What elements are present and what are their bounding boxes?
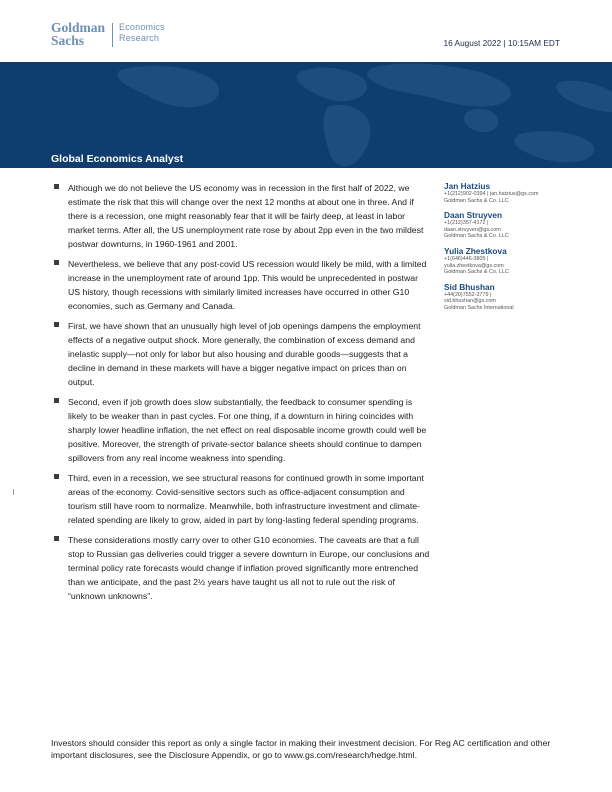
author-card bbox=[444, 210, 574, 240]
author-name: Yulia Zhestkova bbox=[444, 245, 507, 256]
author-firm: Goldman Sachs & Co. LLC bbox=[444, 269, 509, 276]
key-point-text: These considerations mostly carry over to other G10 economies. The caveats are that a full stop to Russian gas deliveries could trigger a severe downturn in Europe, our conclusions and terminal policy rate forecasts would change if inflation proved significantly more entrenched than we anticipate, and the past 2½ years have taught us all not to rule out the risk of “unknown unknowns”. bbox=[68, 535, 430, 601]
author-firm: Goldman Sachs & Co. LLC bbox=[444, 233, 509, 240]
goldman-sachs-logo bbox=[51, 22, 165, 47]
key-point bbox=[51, 395, 431, 465]
margin-mark bbox=[13, 489, 14, 495]
logo-line-2: Sachs bbox=[51, 32, 85, 48]
author-card bbox=[444, 282, 574, 312]
bullet-square-icon bbox=[54, 260, 59, 265]
division-line-2: Research bbox=[119, 33, 160, 43]
bullet-square-icon bbox=[54, 398, 59, 403]
author-card bbox=[444, 181, 574, 204]
author-firm: Goldman Sachs International bbox=[444, 304, 514, 311]
key-point-text: Nevertheless, we believe that any post-covid US recession would likely be mild, with a limited increase in the unemployment rate of around 1pp. This would be unprecedented in postwar US history, though recessions with similarly limited increases have occurred in other G10 economies, such as Germany and Canada. bbox=[68, 259, 427, 311]
bullet-square-icon bbox=[54, 322, 59, 327]
report-series: Global Economics Analyst bbox=[51, 153, 184, 165]
key-point bbox=[51, 181, 431, 251]
author-sidebar bbox=[444, 181, 574, 318]
key-point bbox=[51, 533, 431, 603]
author-phone: +1(646)446-3805 | bbox=[444, 255, 489, 262]
author-email-link[interactable]: sid.bhushan@gs.com bbox=[444, 298, 496, 305]
key-point bbox=[51, 257, 431, 313]
logo-wordmark bbox=[51, 22, 105, 47]
key-point bbox=[51, 471, 431, 527]
key-point-text: Second, even if job growth does slow substantially, the feedback to consumer spending is likely to be weaker than in past cycles. For one thing, if a downturn in hiring coincides with sharply lower headline inflation, the net effect on real disposable income growth could well be positive. Moreover, the strength of private-sector balance sheets should continue to dampen spillovers from any real income weakness into spending. bbox=[68, 397, 427, 463]
disclosure-footer: Investors should consider this report as only a single factor in making their investment decision. For Reg AC certification and other important disclosures, see the Disclosure Appendix, or go to www.gs.com/research/hedge.html. bbox=[51, 738, 551, 760]
key-point-text: Although we do not believe the US economy was in recession in the first half of 2022, we estimate the risk that this will change over the next 12 months at about one in three. And if there is a recession, one might reasonably fear that it will be fairly deep, at least in labor market terms. After all, the US unemployment rate rose by about 2pp even in the two mildest postwar downturns, in 1960-1961 and 2001. bbox=[68, 183, 424, 249]
key-point-text: Third, even in a recession, we see structural reasons for continued growth in some important areas of the economy. Covid-sensitive sectors such as office-adjacent consumption and tourism still have room to normalize. Meanwhile, both infrastructure investment and climate-related spending are likely to grow, aided in part by long-lasting federal spending programs. bbox=[68, 473, 424, 525]
author-firm: Goldman Sachs & Co. LLC bbox=[444, 197, 509, 204]
key-point-text: First, we have shown that an unusually high level of job openings dampens the employment effects of a negative output shock. More generally, the combination of excess demand and inelastic supply—not only for labor but also housing and durable goods—suggests that a decline in demand in these markets will have a bigger negative impact on prices than on output. bbox=[68, 321, 421, 387]
bullet-square-icon bbox=[54, 536, 59, 541]
logo-divider bbox=[112, 23, 113, 47]
bullet-square-icon bbox=[54, 474, 59, 479]
author-email-link[interactable]: yulia.zhestkova@gs.com bbox=[444, 262, 504, 269]
author-phone: +1(212)357-4172 | bbox=[444, 220, 489, 227]
author-card bbox=[444, 246, 574, 276]
key-point bbox=[51, 319, 431, 389]
author-name: Sid Bhushan bbox=[444, 281, 495, 292]
author-contact[interactable]: +1(212)902-0394 | jan.hatzius@gs.com bbox=[444, 191, 539, 197]
division-line-1: Economics bbox=[119, 22, 165, 32]
author-email-link[interactable]: daan.struyven@gs.com bbox=[444, 226, 501, 233]
author-phone: +44(20)7552-3779 | bbox=[444, 291, 492, 298]
bullet-square-icon bbox=[54, 184, 59, 189]
page-header bbox=[0, 0, 612, 62]
title-banner bbox=[0, 62, 612, 168]
author-name: Jan Hatzius bbox=[444, 181, 491, 191]
author-name: Daan Struyven bbox=[444, 210, 503, 221]
key-points-list bbox=[51, 181, 431, 609]
logo-line-1: Goldman bbox=[51, 20, 106, 35]
division-name bbox=[119, 22, 165, 44]
publication-date: 16 August 2022 | 10:15AM EDT bbox=[443, 38, 560, 48]
